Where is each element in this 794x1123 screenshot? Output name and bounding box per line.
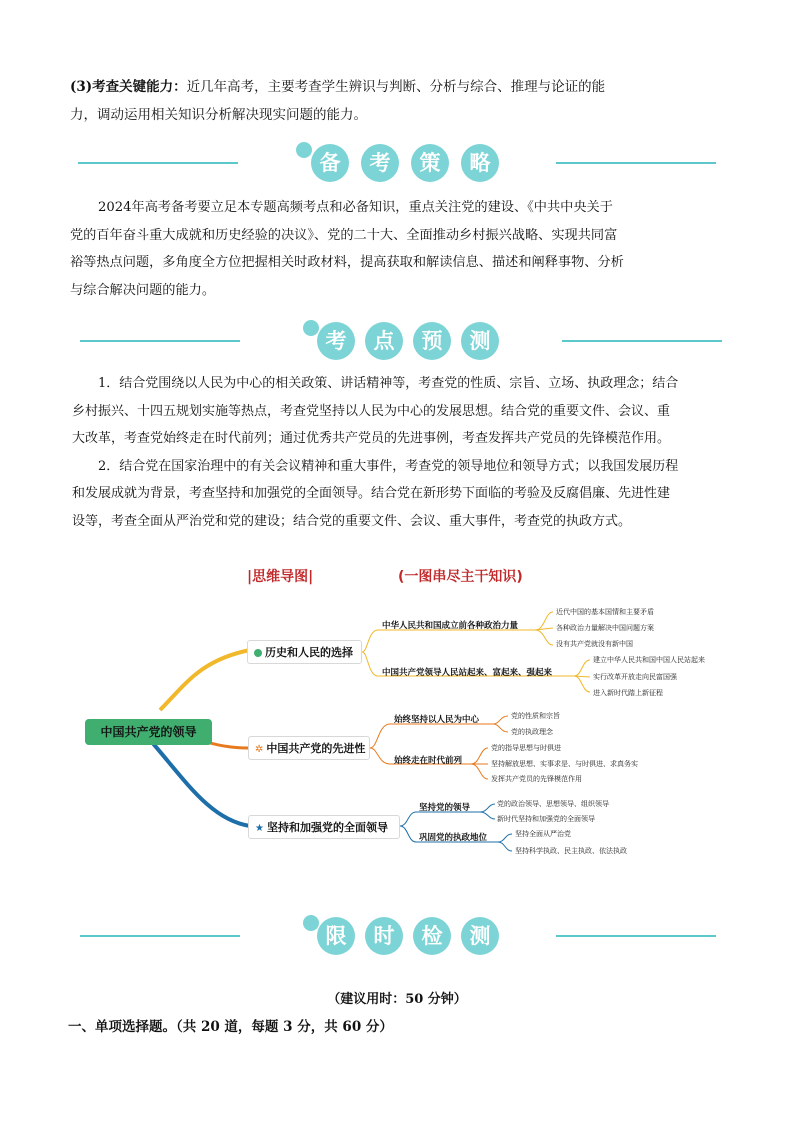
- divider-line: [556, 935, 716, 937]
- leaf-connector: [471, 764, 488, 779]
- suggested-time: （建议用时：50 分钟）: [327, 992, 467, 1007]
- section-char: 考: [317, 322, 355, 360]
- leaf-connector: [493, 724, 508, 732]
- section-char: 限: [317, 917, 355, 955]
- leaf-label: 坚持全面从严治党: [515, 830, 571, 838]
- branch-label: 历史和人民的选择: [265, 646, 353, 659]
- sub-connector: [370, 724, 390, 748]
- branch-connector: [160, 650, 250, 710]
- leaf-connector: [480, 804, 495, 812]
- leaf-label: 发挥共产党员的先锋模范作用: [491, 775, 582, 783]
- question-header: 一、单项选择题。（共 20 道，每题 3 分，共 60 分）: [68, 1019, 393, 1035]
- divider-line: [78, 162, 238, 164]
- leaf-label: 没有共产党就没有新中国: [556, 640, 633, 648]
- sub-label: 始终走在时代前列: [394, 756, 463, 766]
- divider-line: [80, 340, 240, 342]
- predict-line: 设等，考查全面从严治党和党的建设；结合党的重要文件、会议、重大事件，考查党的执政方式。: [72, 513, 632, 529]
- predict-line: 和发展成就为背景，考查坚持和加强党的全面领导。结合党在新形势下面临的考验及反腐倡廉、先进性建: [72, 486, 671, 501]
- mindmap-branch: [247, 640, 362, 664]
- divider-line: [562, 340, 722, 342]
- strategy-line: 与综合解决问题的能力。: [70, 282, 216, 298]
- leaf-label: 坚持科学执政、民主执政、依法执政: [515, 847, 627, 855]
- green-circle-icon: [254, 649, 262, 657]
- branch-connector: [150, 740, 250, 826]
- sub-connector: [362, 630, 378, 652]
- predict-line: 乡村振兴、十四五规划实施等热点，考查党坚持以人民为中心的发展思想。结合党的重要文件、会议、重: [72, 403, 671, 419]
- section-char: 策: [411, 144, 449, 182]
- leaf-label: 实行改革开放走向民富国强: [593, 673, 677, 681]
- mindmap-subtitle: (一图串尽主干知识): [398, 569, 523, 585]
- leaf-connector: [574, 676, 590, 692]
- sub-connector: [370, 748, 390, 764]
- leaf-connector: [535, 630, 553, 645]
- leaf-connector: [493, 716, 508, 724]
- section-char: 测: [461, 917, 499, 955]
- predict-line: 大改革，考查党始终走在时代前列；通过优秀共产党员的先进事例，考查发挥共产党员的先锋模范作用。: [72, 431, 671, 446]
- section-char: 时: [365, 917, 403, 955]
- decor-dot: [303, 915, 319, 931]
- leaf-connector: [574, 660, 590, 676]
- divider-line: [80, 935, 240, 937]
- section-char: 点: [365, 322, 403, 360]
- section-header-predict: [0, 316, 794, 366]
- sun-icon: ✲: [255, 744, 264, 755]
- strategy-line: 裕等热点问题，多角度全方位把握相关时政材料，提高获取和解读信息、描述和阐释事物、分析: [70, 255, 624, 270]
- branch-label: 坚持和加强党的全面领导: [266, 821, 388, 834]
- leaf-connector: [535, 612, 553, 630]
- intro-line1: 近几年高考，主要考查学生辨识与判断、分析与综合、推理与论证的能: [186, 79, 606, 95]
- mindmap-branch: [248, 736, 370, 760]
- sub-connector: [400, 812, 416, 826]
- section-char: 预: [413, 322, 451, 360]
- predict-line: 1．结合党围绕以人民为中心的相关政策、讲话精神等，考查党的性质、宗旨、立场、执政理念；结合: [98, 376, 679, 391]
- leaf-label: 党的政治领导、思想领导、组织领导: [497, 800, 609, 808]
- strategy-line: 2024年高考备考要立足本专题高频考点和必备知识，重点关注党的建设、《中共中央关于: [98, 200, 613, 215]
- divider-line: [556, 162, 716, 164]
- section-char: 检: [413, 917, 451, 955]
- predict-paragraph: [72, 370, 732, 535]
- leaf-label: 近代中国的基本国情和主要矛盾: [556, 608, 654, 616]
- sub-connector: [362, 652, 378, 676]
- leaf-label: 党的性质和宗旨: [511, 712, 560, 720]
- intro-line2: 力，调动运用相关知识分析解决现实问题的能力。: [70, 106, 367, 123]
- star-icon: ★: [255, 823, 264, 834]
- decor-dot: [296, 142, 312, 158]
- section-char: 考: [361, 144, 399, 182]
- leaf-connector: [498, 842, 512, 851]
- strategy-paragraph: [70, 194, 725, 304]
- branch-label: 中国共产党的先进性: [266, 742, 366, 755]
- strategy-line: 党的百年奋斗重大成就和历史经验的决议》、党的二十大、全面推动乡村振兴战略、实现共同富: [70, 227, 618, 243]
- sub-label: 始终坚持以人民为中心: [394, 715, 480, 725]
- leaf-label: 各种政治力量解决中国问题方案: [556, 624, 654, 632]
- sub-label: 中国共产党领导人民站起来、富起来、强起来: [382, 668, 553, 678]
- section-char: 略: [461, 144, 499, 182]
- mindmap-title: |思维导图|: [247, 569, 314, 585]
- intro-paragraph: [70, 74, 725, 129]
- leaf-label: 党的指导思想与时俱进: [491, 744, 561, 752]
- leaf-label: 坚持解放思想、实事求是、与时俱进、求真务实: [491, 760, 638, 768]
- leaf-label: 进入新时代踏上新征程: [593, 689, 663, 697]
- section-header-strategy: [0, 138, 794, 188]
- leaf-label: 建立中华人民共和国中国人民站起来: [593, 656, 705, 664]
- sub-label: 坚持党的领导: [419, 803, 471, 813]
- mindmap-branch: [248, 815, 400, 839]
- leaf-label: 党的执政理念: [511, 728, 553, 736]
- leaf-connector: [480, 812, 495, 819]
- decor-dot: [303, 320, 319, 336]
- section-char: 测: [461, 322, 499, 360]
- section-header-test: [0, 911, 794, 961]
- leaf-connector: [498, 834, 512, 842]
- leaf-connector: [471, 748, 488, 764]
- sub-connector: [400, 826, 416, 842]
- leaf-label: 新时代坚持和加强党的全面领导: [497, 815, 595, 823]
- mindmap-root: 中国共产党的领导: [85, 719, 212, 745]
- predict-line: 2．结合党在国家治理中的有关会议精神和重大事件，考查党的领导地位和领导方式；以我国发展历程: [98, 458, 679, 474]
- sub-label: 中华人民共和国成立前各种政治力量: [382, 621, 519, 631]
- sub-label: 巩固党的执政地位: [419, 833, 488, 843]
- intro-label: (3)考查关键能力：: [70, 79, 187, 95]
- section-char: 备: [311, 144, 349, 182]
